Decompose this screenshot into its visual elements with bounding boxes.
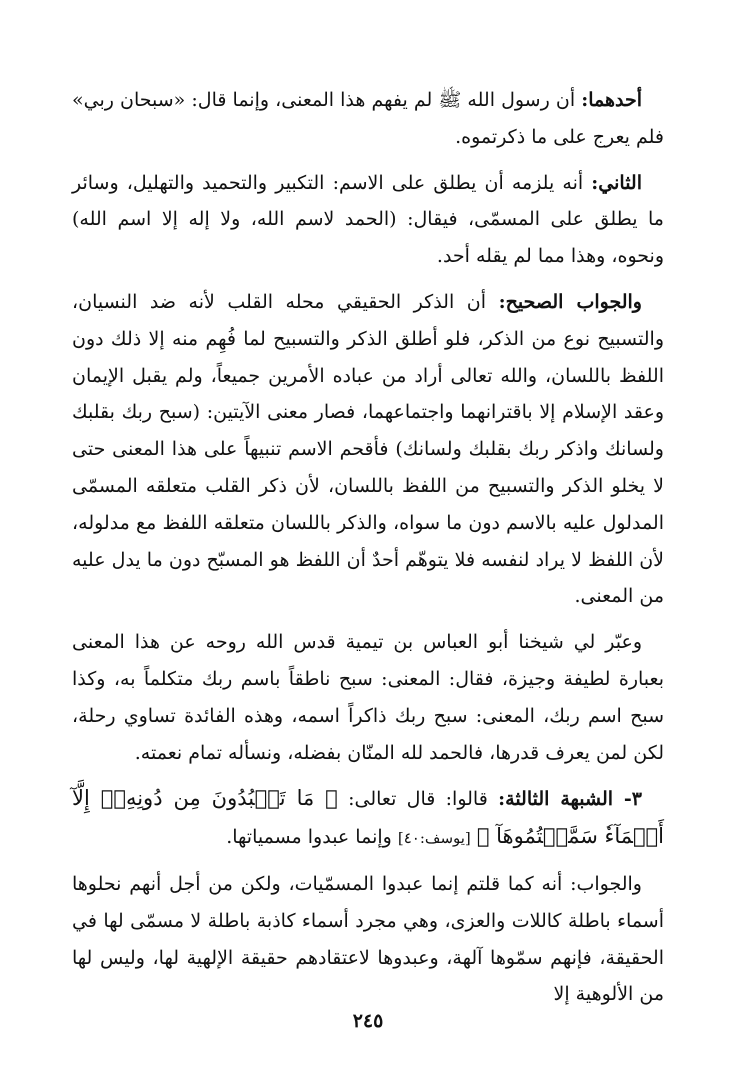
text-correct-answer: أن الذكر الحقيقي محله القلب لأنه ضد النسيان، والتسبيح نوع من الذكر، فلو أطلق الذكر والتسبيح لما فُهِم منه إلا ذلك دون اللفظ باللسان، والله تعالى أراد من عباده الأمرين جميعاً، ولم يقبل الإيمان وعقد الإسلام إلا باقترانهما واجتماعهما، فصار معنى الآيتين: (سبح ربك بقلبك ولسانك واذكر ربك بقلبك ولسانك) فأقحم الاسم تنبيهاً على هذا المعنى حتى لا يخلو الذكر والتسبيح من اللفظ باللسان، لأن ذكر القلب متعلقه المسمّى المدلول عليه بالاسم دون ما سواه، والذكر باللسان متعلقه اللفظ مع مدلوله، لأن اللفظ لا يراد لنفسه فلا يتوهّم أحدٌ أن اللفظ هو المسبّح دون ما يدل عليه من المعنى.	[72, 290, 664, 608]
paragraph-first-objection	[72, 82, 664, 156]
text-second: أنه يلزمه أن يطلق على الاسم: التكبير والتحميد والتهليل، وسائر ما يطلق على المسمّى، فيقال: (الحمد لاسم الله، ولا إله إلا اسم الله) ونحوه، وهذا مما لم يقله أحد.	[72, 171, 664, 268]
lead-correct-answer: والجواب الصحيح:	[498, 290, 642, 313]
paragraph-correct-answer	[72, 284, 664, 615]
text-third-doubt-tail: وإنما عبدوا مسمياتها.	[226, 826, 392, 849]
paragraph-third-answer	[72, 866, 664, 1013]
quran-verse: ﴿ مَا تَعۡبُدُونَ مِن دُونِهِۦٓ إِلَّآ أَسۡمَآءٗ سَمَّيۡتُمُوهَآ ﴾	[72, 786, 664, 849]
text-first: أن رسول الله ﷺ لم يفهم هذا المعنى، وإنما قال: «سبحان ربي» فلم يعرج على ما ذكرتموه.	[72, 89, 664, 148]
paragraph-third-doubt	[72, 780, 664, 857]
text-third-doubt-intro: قالوا: قال تعالى:	[348, 788, 488, 811]
text-ibn-taymiyyah: وعبّر لي شيخنا أبو العباس بن تيمية قدس الله روحه عن هذا المعنى بعبارة لطيفة وجيزة، فقال: المعنى: سبح ناطقاً باسم ربك متكلماً به، وكذا سبح اسم ربك، المعنى: سبح ربك ذاكراً اسمه، وهذه الفائدة تساوي رحلة، لكن لمن يعرف قدرها، فالحمد لله المنّان بفضله، ونسأله تمام نعمته.	[72, 631, 664, 764]
paragraph-ibn-taymiyyah	[72, 624, 664, 771]
lead-second: الثاني:	[591, 171, 642, 194]
page-number: ٢٤٥	[352, 1010, 384, 1032]
verse-reference: [يوسف:٤٠]	[397, 829, 471, 848]
lead-first: أحدهما:	[581, 89, 643, 111]
paragraph-second-objection	[72, 165, 664, 275]
text-third-answer: والجواب: أنه كما قلتم إنما عبدوا المسمّيات، ولكن من أجل أنهم نحلوها أسماء باطلة كاللات والعزى، وهي مجرد أسماء كاذبة باطلة لا مسمّى لها في الحقيقة، فإنهم سمّوها آلهة، وعبدوها لاعتقادهم حقيقة الإلهية لها، وليس لها من الألوهية إلا	[72, 872, 664, 1006]
lead-third-doubt: ٣- الشبهة الثالثة:	[498, 788, 642, 811]
page-body	[72, 82, 664, 1013]
